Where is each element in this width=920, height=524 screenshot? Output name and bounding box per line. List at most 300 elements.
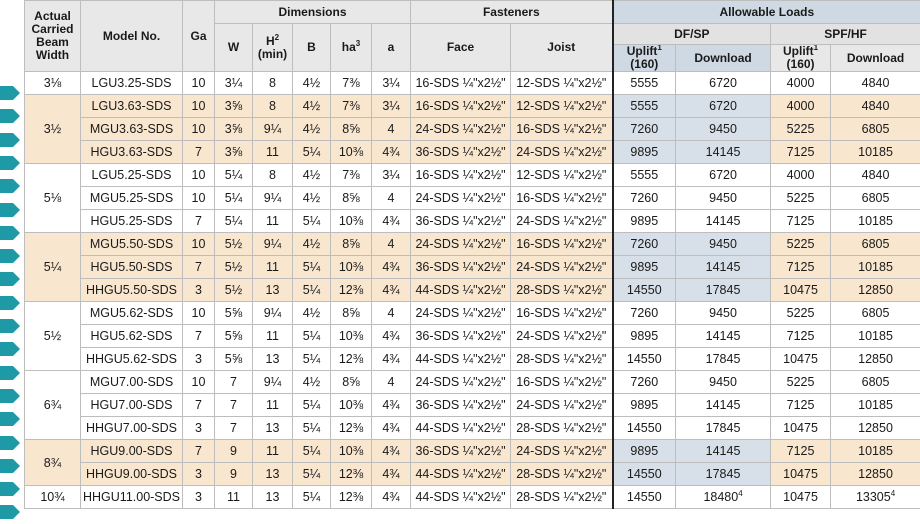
cell-dn1-value: 9450 xyxy=(709,237,737,251)
table-row xyxy=(25,279,920,302)
cell-a-value: 4¾ xyxy=(382,467,399,481)
cell-up1-value: 7260 xyxy=(630,122,658,136)
cell-joist-value: 28-SDS ¼"x2½" xyxy=(516,283,606,297)
cell-up1 xyxy=(613,463,676,486)
cell-dn2 xyxy=(831,141,920,164)
cell-b-value: 5¼ xyxy=(303,398,320,412)
cell-ga xyxy=(183,440,215,463)
cell-model xyxy=(81,118,183,141)
cell-up2 xyxy=(771,348,831,371)
header-w: W xyxy=(215,24,253,72)
cell-ha xyxy=(331,417,372,440)
cell-width-value: 5¼ xyxy=(44,260,61,274)
cell-dn1-value: 6720 xyxy=(709,76,737,90)
hanger-table xyxy=(24,0,920,509)
cell-w xyxy=(215,141,253,164)
cell-up1-value: 7260 xyxy=(630,375,658,389)
cell-up2-value: 7125 xyxy=(787,145,815,159)
cell-dn2-value: 4840 xyxy=(862,99,890,113)
cell-joist xyxy=(511,141,613,164)
cell-h xyxy=(253,417,293,440)
cell-ga-value: 10 xyxy=(192,306,206,320)
cell-a xyxy=(372,164,411,187)
cell-dn2 xyxy=(831,325,920,348)
chevron-marker-icon xyxy=(0,272,20,286)
cell-up2-value: 10475 xyxy=(783,421,818,435)
cell-dn2-value: 12850 xyxy=(858,283,893,297)
cell-dn1 xyxy=(676,417,771,440)
cell-b xyxy=(293,440,331,463)
cell-dn2-value: 4840 xyxy=(862,76,890,90)
chevron-marker-icon xyxy=(0,482,20,496)
cell-ha-value: 10⅜ xyxy=(339,145,363,159)
cell-ha xyxy=(331,164,372,187)
cell-dn2-value: 6805 xyxy=(862,237,890,251)
cell-ga xyxy=(183,417,215,440)
cell-dn1 xyxy=(676,440,771,463)
cell-ha xyxy=(331,210,372,233)
cell-a xyxy=(372,440,411,463)
cell-h-value: 13 xyxy=(266,467,280,481)
cell-ha-value: 8⅝ xyxy=(342,375,359,389)
cell-dn1-value: 9450 xyxy=(709,191,737,205)
cell-face xyxy=(411,302,511,325)
cell-up1-value: 14550 xyxy=(627,467,662,481)
header-uplift-dfsp-label: Uplift xyxy=(627,45,658,59)
cell-up2-value: 4000 xyxy=(787,168,815,182)
cell-up1-value: 9895 xyxy=(630,329,658,343)
cell-up1-value: 9895 xyxy=(630,444,658,458)
cell-a-value: 4 xyxy=(388,237,395,251)
cell-up1 xyxy=(613,210,676,233)
cell-model xyxy=(81,95,183,118)
cell-dn2 xyxy=(831,371,920,394)
cell-b xyxy=(293,302,331,325)
chevron-marker-icon xyxy=(0,319,20,333)
cell-dn1 xyxy=(676,164,771,187)
cell-a xyxy=(372,302,411,325)
cell-dn2 xyxy=(831,302,920,325)
cell-ga-value: 10 xyxy=(192,76,206,90)
chevron-marker-icon xyxy=(0,109,20,123)
cell-b xyxy=(293,118,331,141)
cell-a-value: 4 xyxy=(388,191,395,205)
cell-model xyxy=(81,233,183,256)
cell-a xyxy=(372,279,411,302)
cell-face xyxy=(411,141,511,164)
cell-model xyxy=(81,325,183,348)
cell-ga xyxy=(183,279,215,302)
cell-dn1 xyxy=(676,233,771,256)
cell-h xyxy=(253,256,293,279)
cell-a-value: 3¼ xyxy=(382,76,399,90)
cell-h xyxy=(253,371,293,394)
cell-dn2 xyxy=(831,463,920,486)
chevron-marker-icon xyxy=(0,156,20,170)
cell-ha xyxy=(331,325,372,348)
cell-model xyxy=(81,141,183,164)
header-download-dfsp: Download xyxy=(676,45,771,72)
cell-a xyxy=(372,394,411,417)
cell-ha xyxy=(331,95,372,118)
cell-dn1-value: 17845 xyxy=(706,421,741,435)
cell-up2 xyxy=(771,164,831,187)
cell-footnote: 4 xyxy=(738,489,742,498)
cell-model-value: HGU7.00-SDS xyxy=(91,398,173,412)
cell-model-value: HHGU9.00-SDS xyxy=(86,467,177,481)
cell-up2-value: 4000 xyxy=(787,99,815,113)
cell-dn1 xyxy=(676,95,771,118)
cell-face xyxy=(411,371,511,394)
cell-dn1 xyxy=(676,279,771,302)
cell-dn1 xyxy=(676,325,771,348)
cell-dn1 xyxy=(676,72,771,95)
cell-ha-value: 7⅜ xyxy=(342,168,359,182)
cell-model-value: MGU5.50-SDS xyxy=(90,237,173,251)
cell-h xyxy=(253,302,293,325)
cell-dn2-value: 10185 xyxy=(858,260,893,274)
cell-dn2 xyxy=(831,95,920,118)
cell-joist xyxy=(511,95,613,118)
cell-up2-value: 4000 xyxy=(787,76,815,90)
cell-w-value: 5⅝ xyxy=(225,329,242,343)
header-ha-label: ha xyxy=(342,40,356,54)
cell-w xyxy=(215,210,253,233)
cell-ga-value: 3 xyxy=(195,283,202,297)
cell-up2 xyxy=(771,394,831,417)
cell-b-value: 5¼ xyxy=(303,352,320,366)
cell-dn1-value: 14145 xyxy=(706,444,741,458)
cell-model xyxy=(81,463,183,486)
cell-b xyxy=(293,325,331,348)
cell-ha-value: 8⅝ xyxy=(342,306,359,320)
chevron-marker-icon xyxy=(0,412,20,426)
cell-dn2 xyxy=(831,118,920,141)
cell-ha-value: 10⅜ xyxy=(339,444,363,458)
cell-b xyxy=(293,348,331,371)
cell-dn2 xyxy=(831,72,920,95)
cell-ga xyxy=(183,463,215,486)
cell-dn1-value: 6720 xyxy=(709,168,737,182)
cell-face-value: 36-SDS ¼"x2½" xyxy=(415,145,505,159)
cell-up1 xyxy=(613,164,676,187)
chevron-marker-icon xyxy=(0,296,20,310)
cell-face-value: 16-SDS ¼"x2½" xyxy=(415,76,505,90)
cell-w xyxy=(215,440,253,463)
cell-model-value: HHGU5.62-SDS xyxy=(86,352,177,366)
cell-dn1 xyxy=(676,256,771,279)
cell-h-value: 9¼ xyxy=(264,375,281,389)
cell-ga xyxy=(183,210,215,233)
cell-joist xyxy=(511,348,613,371)
cell-w xyxy=(215,72,253,95)
cell-ga-value: 7 xyxy=(195,329,202,343)
cell-joist-value: 28-SDS ¼"x2½" xyxy=(516,421,606,435)
cell-up1-value: 7260 xyxy=(630,237,658,251)
cell-ga-value: 10 xyxy=(192,168,206,182)
cell-ha xyxy=(331,118,372,141)
cell-dn2-value: 6805 xyxy=(862,375,890,389)
table-row xyxy=(25,348,920,371)
cell-joist xyxy=(511,394,613,417)
cell-dn2-value: 4840 xyxy=(862,168,890,182)
cell-up1 xyxy=(613,417,676,440)
cell-width xyxy=(25,72,81,95)
cell-ga-value: 10 xyxy=(192,99,206,113)
cell-model xyxy=(81,371,183,394)
table-row xyxy=(25,187,920,210)
cell-joist-value: 24-SDS ¼"x2½" xyxy=(516,145,606,159)
cell-a-value: 4¾ xyxy=(382,398,399,412)
cell-b-value: 4½ xyxy=(303,99,320,113)
cell-w xyxy=(215,325,253,348)
cell-up1 xyxy=(613,256,676,279)
cell-b-value: 4½ xyxy=(303,375,320,389)
cell-ha-value: 10⅜ xyxy=(339,214,363,228)
cell-b xyxy=(293,417,331,440)
cell-b-value: 4½ xyxy=(303,306,320,320)
cell-ga xyxy=(183,256,215,279)
cell-up2 xyxy=(771,371,831,394)
cell-face xyxy=(411,440,511,463)
cell-b xyxy=(293,371,331,394)
cell-dn1 xyxy=(676,210,771,233)
cell-dn2-value: 10185 xyxy=(858,145,893,159)
cell-dn2-value: 6805 xyxy=(862,122,890,136)
cell-width-value: 5½ xyxy=(44,329,61,343)
cell-dn2 xyxy=(831,394,920,417)
header-model-no: Model No. xyxy=(81,1,183,72)
cell-dn1-value: 9450 xyxy=(709,306,737,320)
cell-up1 xyxy=(613,325,676,348)
cell-up2 xyxy=(771,141,831,164)
cell-h-value: 9¼ xyxy=(264,237,281,251)
cell-b xyxy=(293,210,331,233)
cell-dn2 xyxy=(831,256,920,279)
cell-b xyxy=(293,256,331,279)
cell-ga-value: 7 xyxy=(195,214,202,228)
cell-joist xyxy=(511,210,613,233)
cell-b-value: 4½ xyxy=(303,191,320,205)
cell-b xyxy=(293,486,331,509)
cell-ha-value: 12⅜ xyxy=(339,467,363,481)
cell-ga xyxy=(183,325,215,348)
cell-w xyxy=(215,95,253,118)
cell-dn1 xyxy=(676,371,771,394)
cell-a-value: 4¾ xyxy=(382,260,399,274)
cell-dn1 xyxy=(676,302,771,325)
cell-w-value: 5⅝ xyxy=(225,352,242,366)
cell-w xyxy=(215,394,253,417)
cell-face-value: 24-SDS ¼"x2½" xyxy=(415,122,505,136)
cell-dn1-value: 14145 xyxy=(706,145,741,159)
header-beam-width: Actual Carried Beam Width xyxy=(25,1,81,72)
cell-joist xyxy=(511,72,613,95)
cell-face-value: 44-SDS ¼"x2½" xyxy=(415,352,505,366)
cell-dn2-value: 10185 xyxy=(858,214,893,228)
cell-dn1 xyxy=(676,486,771,509)
cell-h-value: 11 xyxy=(266,145,279,159)
cell-up1-value: 7260 xyxy=(630,306,658,320)
cell-w xyxy=(215,164,253,187)
cell-dn1-value: 17845 xyxy=(706,467,741,481)
table-row xyxy=(25,210,920,233)
cell-face-value: 44-SDS ¼"x2½" xyxy=(415,490,505,504)
cell-up2-value: 5225 xyxy=(787,375,815,389)
cell-a xyxy=(372,486,411,509)
cell-up2 xyxy=(771,417,831,440)
table-row xyxy=(25,233,920,256)
cell-face xyxy=(411,279,511,302)
cell-b-value: 5¼ xyxy=(303,421,320,435)
chevron-marker-icon xyxy=(0,179,20,193)
cell-model-value: MGU7.00-SDS xyxy=(90,375,173,389)
cell-joist-value: 12-SDS ¼"x2½" xyxy=(516,168,606,182)
cell-ha-value: 7⅜ xyxy=(342,99,359,113)
cell-model xyxy=(81,279,183,302)
cell-dn1 xyxy=(676,118,771,141)
cell-face xyxy=(411,348,511,371)
cell-up1 xyxy=(613,118,676,141)
cell-joist-value: 24-SDS ¼"x2½" xyxy=(516,260,606,274)
cell-dn2-value: 10185 xyxy=(858,444,893,458)
cell-joist xyxy=(511,164,613,187)
cell-joist-value: 24-SDS ¼"x2½" xyxy=(516,398,606,412)
cell-up2-value: 7125 xyxy=(787,444,815,458)
cell-joist-value: 24-SDS ¼"x2½" xyxy=(516,329,606,343)
cell-h-value: 11 xyxy=(266,214,279,228)
cell-b-value: 5¼ xyxy=(303,490,320,504)
cell-a xyxy=(372,325,411,348)
cell-b-value: 4½ xyxy=(303,122,320,136)
cell-a-value: 3¼ xyxy=(382,168,399,182)
cell-width-value: 3½ xyxy=(44,122,61,136)
cell-up1 xyxy=(613,302,676,325)
cell-b-value: 5¼ xyxy=(303,329,320,343)
cell-up1 xyxy=(613,72,676,95)
cell-h xyxy=(253,463,293,486)
cell-b-value: 5¼ xyxy=(303,145,320,159)
cell-ha xyxy=(331,348,372,371)
cell-joist-value: 28-SDS ¼"x2½" xyxy=(516,467,606,481)
cell-model-value: MGU5.25-SDS xyxy=(90,191,173,205)
cell-h xyxy=(253,72,293,95)
cell-w xyxy=(215,118,253,141)
cell-ha-value: 12⅜ xyxy=(339,283,363,297)
cell-w xyxy=(215,279,253,302)
cell-up2-value: 5225 xyxy=(787,191,815,205)
cell-w-value: 5½ xyxy=(225,260,242,274)
header-uplift-spfhf-label: Uplift xyxy=(783,45,814,59)
cell-face xyxy=(411,187,511,210)
table-row xyxy=(25,256,920,279)
cell-dn2 xyxy=(831,279,920,302)
cell-w-value: 3⅝ xyxy=(225,145,242,159)
cell-dn2-value: 6805 xyxy=(862,306,890,320)
cell-h xyxy=(253,394,293,417)
cell-up2-value: 10475 xyxy=(783,352,818,366)
table-row xyxy=(25,371,920,394)
cell-up2 xyxy=(771,302,831,325)
cell-up1 xyxy=(613,394,676,417)
cell-h xyxy=(253,95,293,118)
cell-up1 xyxy=(613,371,676,394)
cell-a-value: 3¼ xyxy=(382,99,399,113)
cell-b-value: 4½ xyxy=(303,237,320,251)
cell-dn2-value: 13305 xyxy=(856,490,891,504)
cell-face-value: 24-SDS ¼"x2½" xyxy=(415,191,505,205)
cell-ga-value: 7 xyxy=(195,444,202,458)
cell-dn1-value: 14145 xyxy=(706,260,741,274)
cell-width-value: 8¾ xyxy=(44,456,61,470)
chevron-marker-icon xyxy=(0,133,20,147)
cell-up1 xyxy=(613,233,676,256)
cell-h xyxy=(253,279,293,302)
cell-ga xyxy=(183,233,215,256)
cell-w-value: 7 xyxy=(230,375,237,389)
cell-dn1 xyxy=(676,463,771,486)
cell-b xyxy=(293,233,331,256)
cell-w-value: 5¼ xyxy=(225,168,242,182)
cell-face xyxy=(411,256,511,279)
chevron-marker-icon xyxy=(0,389,20,403)
cell-b xyxy=(293,164,331,187)
cell-width xyxy=(25,164,81,233)
cell-model-value: LGU5.25-SDS xyxy=(92,168,172,182)
cell-ga-value: 10 xyxy=(192,191,206,205)
table-row xyxy=(25,95,920,118)
cell-up2 xyxy=(771,279,831,302)
cell-model xyxy=(81,210,183,233)
cell-h-value: 11 xyxy=(266,260,279,274)
cell-h-value: 13 xyxy=(266,490,280,504)
chevron-marker-icon xyxy=(0,342,20,356)
cell-ha xyxy=(331,463,372,486)
cell-ha xyxy=(331,302,372,325)
cell-a xyxy=(372,233,411,256)
header-download-spfhf: Download xyxy=(831,45,920,72)
cell-dn1-value: 14145 xyxy=(706,214,741,228)
cell-ga-value: 3 xyxy=(195,421,202,435)
cell-joist xyxy=(511,371,613,394)
header-a: a xyxy=(372,24,411,72)
cell-up2 xyxy=(771,325,831,348)
cell-dn1 xyxy=(676,187,771,210)
chevron-marker-icon xyxy=(0,249,20,263)
cell-a-value: 4 xyxy=(388,375,395,389)
chevron-marker-icon xyxy=(0,366,20,380)
cell-face-value: 36-SDS ¼"x2½" xyxy=(415,214,505,228)
cell-ha-value: 10⅜ xyxy=(339,260,363,274)
cell-up2 xyxy=(771,233,831,256)
cell-ha xyxy=(331,72,372,95)
cell-model-value: HGU5.50-SDS xyxy=(91,260,173,274)
header-uplift-dfsp-footnote: 1 xyxy=(657,45,661,53)
cell-joist-value: 12-SDS ¼"x2½" xyxy=(516,99,606,113)
cell-w xyxy=(215,348,253,371)
cell-model-value: HGU9.00-SDS xyxy=(91,444,173,458)
cell-a xyxy=(372,371,411,394)
cell-h xyxy=(253,348,293,371)
cell-up1-value: 7260 xyxy=(630,191,658,205)
cell-face xyxy=(411,72,511,95)
cell-width-value: 10¾ xyxy=(40,490,64,504)
header-dfsp: DF/SP xyxy=(613,24,771,45)
cell-up2-value: 7125 xyxy=(787,214,815,228)
header-fasteners: Fasteners xyxy=(411,1,613,24)
cell-w-value: 7 xyxy=(230,398,237,412)
cell-ga xyxy=(183,348,215,371)
